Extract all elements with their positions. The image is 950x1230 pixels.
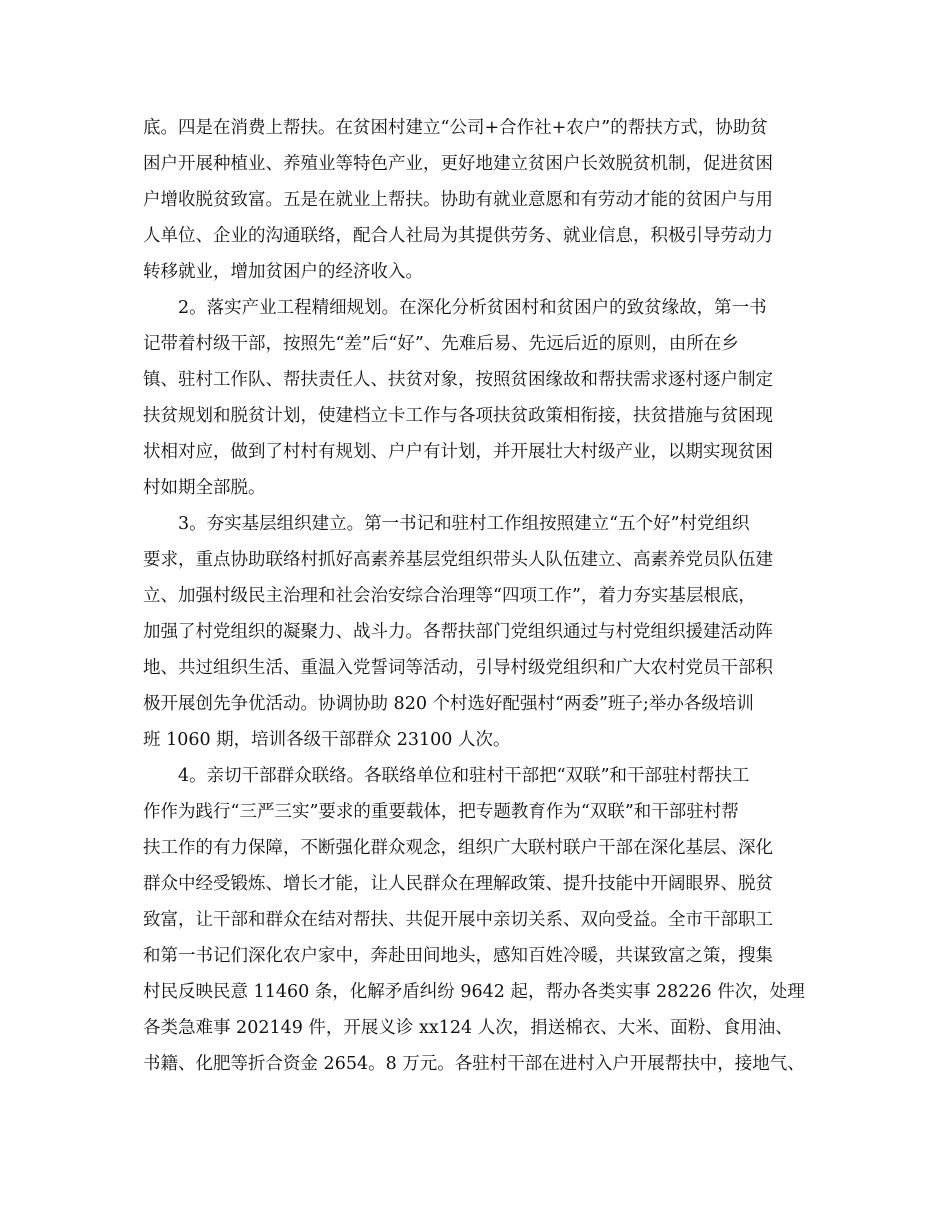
text-line: 致富，让干部和群众在结对帮扶、共促开展中亲切关系、双向受益。全市干部职工: [143, 910, 773, 930]
paragraph-start-line: 3。夯实基层组织建立。第一书记和驻村工作组按照建立“五个好”村党组织: [178, 514, 750, 534]
text-line: 群众中经受锻炼、增长才能，让人民群众在理解政策、提升技能中开阔眼界、脱贫: [143, 874, 773, 894]
text-line: 底。四是在消费上帮扶。在贫困村建立“公司+合作社+农户”的帮扶方式，协助贫: [143, 118, 768, 138]
text-line: 作作为践行“三严三实”要求的重要载体，把专题教育作为“双联”和干部驻村帮: [143, 802, 739, 822]
paragraph-start-line: 4。亲切干部群众联络。各联络单位和驻村干部把“双联”和干部驻村帮扶工: [178, 766, 750, 786]
text-line: 要求，重点协助联络村抓好高素养基层党组织带头人队伍建立、高素养党员队伍建: [143, 550, 773, 570]
text-line: 书籍、化肥等折合资金 2654。8 万元。各驻村干部在进村入户开展帮扶中，接地气、: [143, 1054, 805, 1074]
text-line: 班 1060 期，培训各级干部群众 23100 人次。: [143, 730, 511, 750]
text-line: 转移就业，增加贫困户的经济收入。: [143, 262, 423, 282]
paragraph-start-line: 2。落实产业工程精细规划。在深化分析贫困村和贫困户的致贫缘故，第一书: [178, 298, 767, 318]
text-line: 扶贫规划和脱贫计划，使建档立卡工作与各项扶贫政策相衔接，扶贫措施与贫困现: [143, 406, 773, 426]
text-line: 困户开展种植业、养殖业等特色产业，更好地建立贫困户长效脱贫机制，促进贫困: [143, 154, 773, 174]
text-line: 户增收脱贫致富。五是在就业上帮扶。协助有就业意愿和有劳动才能的贫困户与用: [143, 190, 773, 210]
text-line: 加强了村党组织的凝聚力、战斗力。各帮扶部门党组织通过与村党组织援建活动阵: [143, 622, 773, 642]
text-line: 村民反映民意 11460 条，化解矛盾纠纷 9642 起，帮办各类实事 28226 件次，处理: [143, 982, 805, 1002]
text-line: 地、共过组织生活、重温入党誓词等活动，引导村级党组织和广大农村党员干部积: [143, 658, 773, 678]
text-line: 立、加强村级民主治理和社会治安综合治理等“四项工作”，着力夯实基层根底，: [143, 586, 756, 606]
text-line: 记带着村级干部，按照先“差”后“好”、先难后易、先远后近的原则，由所在乡: [143, 334, 739, 354]
text-line: 扶工作的有力保障，不断强化群众观念，组织广大联村联户干部在深化基层、深化: [143, 838, 773, 858]
text-line: 状相对应，做到了村村有规划、户户有计划，并开展壮大村级产业，以期实现贫困: [143, 442, 773, 462]
text-line: 各类急难事 202149 件，开展义诊 xx124 人次，捐送棉衣、大米、面粉、食用油、: [143, 1018, 793, 1038]
text-line: 和第一书记们深化农户家中，奔赴田间地头，感知百姓冷暖，共谋致富之策，搜集: [143, 946, 773, 966]
text-line: 人单位、企业的沟通联络，配合人社局为其提供劳务、就业信息，积极引导劳动力: [143, 226, 773, 246]
text-line: 极开展创先争优活动。协调协助 820 个村选好配强村“两委”班子;举办各级培训: [143, 694, 754, 714]
text-line: 镇、驻村工作队、帮扶责任人、扶贫对象，按照贫困缘故和帮扶需求逐村逐户制定: [143, 370, 773, 390]
text-line: 村如期全部脱。: [143, 478, 266, 498]
